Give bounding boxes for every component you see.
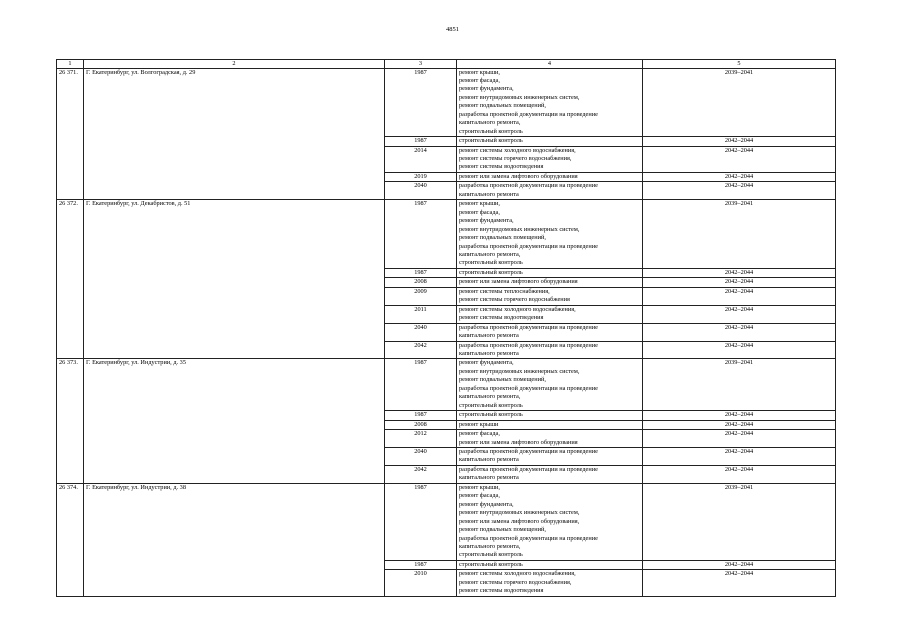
- work-item: капитального ремонта,: [459, 251, 521, 259]
- year-cell: 2042: [385, 341, 457, 359]
- work-item: ремонт крыши,: [459, 68, 501, 76]
- works-cell: [457, 483, 643, 560]
- work-item: ремонт системы холодного водоснабжения,: [459, 305, 576, 313]
- works-cell: [457, 172, 643, 181]
- period-cell: 2042–2044: [643, 146, 836, 172]
- building-address: Г. Екатеринбург, ул. Волгоградская, д. 29: [84, 68, 385, 200]
- building-address: Г. Екатеринбург, ул. Индустрии, д. 38: [84, 483, 385, 596]
- period-cell: 2042–2044: [643, 278, 836, 287]
- work-item: разработка проектной документации на проведение: [459, 341, 598, 349]
- table-row: [57, 359, 836, 411]
- work-item: ремонт системы водоотведения: [459, 163, 544, 171]
- work-item: ремонт крыши: [459, 420, 499, 428]
- works-cell: [457, 146, 643, 172]
- work-item: строительный контроль: [459, 259, 523, 267]
- work-item: капитального ремонта,: [459, 542, 521, 550]
- work-item: капитального ремонта: [459, 474, 519, 482]
- work-item: ремонт системы горячего водоснабжения,: [459, 578, 572, 586]
- period-cell: 2039–2041: [643, 68, 836, 137]
- work-item: ремонт системы водоотведения: [459, 314, 544, 322]
- work-item: ремонт фасада,: [459, 76, 500, 84]
- period-cell: 2042–2044: [643, 447, 836, 465]
- work-item: строительный контроль: [459, 551, 523, 559]
- works-cell: [457, 287, 643, 305]
- works-cell: [457, 560, 643, 569]
- repair-schedule-table: [56, 59, 836, 597]
- year-cell: 2008: [385, 278, 457, 287]
- year-cell: 1987: [385, 560, 457, 569]
- work-item: ремонт системы горячего водоснабжения: [459, 296, 570, 304]
- header-col-5: 5: [643, 60, 836, 69]
- works-cell: [457, 411, 643, 420]
- work-item: ремонт или замена лифтового оборудования: [459, 172, 578, 180]
- building-number: 26 371.: [57, 68, 84, 200]
- work-item: разработка проектной документации на проведение: [459, 465, 598, 473]
- header-col-4: 4: [457, 60, 643, 69]
- period-cell: 2042–2044: [643, 305, 836, 323]
- works-cell: [457, 359, 643, 411]
- work-item: разработка проектной документации на проведение: [459, 110, 598, 118]
- header-col-2: 2: [84, 60, 385, 69]
- work-item: строительный контроль: [459, 127, 523, 135]
- year-cell: 2012: [385, 430, 457, 448]
- work-item: ремонт подвальных помещений,: [459, 102, 546, 110]
- year-cell: 2009: [385, 287, 457, 305]
- work-item: строительный контроль: [459, 401, 523, 409]
- year-cell: 1987: [385, 68, 457, 137]
- works-cell: [457, 68, 643, 137]
- work-item: ремонт или замена лифтового оборудования: [459, 278, 578, 286]
- works-cell: [457, 570, 643, 596]
- header-row: [57, 60, 836, 69]
- year-cell: 2008: [385, 420, 457, 429]
- year-cell: 1987: [385, 137, 457, 146]
- work-item: ремонт фасада,: [459, 492, 500, 500]
- works-cell: [457, 465, 643, 483]
- year-cell: 1987: [385, 411, 457, 420]
- works-cell: [457, 278, 643, 287]
- table-row: [57, 483, 836, 560]
- year-cell: 2040: [385, 182, 457, 200]
- work-item: капитального ремонта: [459, 332, 519, 340]
- works-cell: [457, 268, 643, 277]
- work-item: ремонт фасада,: [459, 208, 500, 216]
- works-cell: [457, 447, 643, 465]
- work-item: ремонт фасада,: [459, 430, 500, 438]
- work-item: ремонт крыши,: [459, 200, 501, 208]
- period-cell: 2042–2044: [643, 268, 836, 277]
- building-number: 26 374.: [57, 483, 84, 596]
- building-number: 26 373.: [57, 359, 84, 483]
- building-address: Г. Екатеринбург, ул. Декабристов, д. 51: [84, 200, 385, 359]
- work-item: ремонт системы холодного водоснабжения,: [459, 570, 576, 578]
- header-col-1: 1: [57, 60, 84, 69]
- work-item: ремонт или замена лифтового оборудования,: [459, 517, 580, 525]
- building-number: 26 372.: [57, 200, 84, 359]
- work-item: разработка проектной документации на проведение: [459, 534, 598, 542]
- work-item: ремонт подвальных помещений,: [459, 526, 546, 534]
- period-cell: 2042–2044: [643, 137, 836, 146]
- works-cell: [457, 305, 643, 323]
- period-cell: 2042–2044: [643, 182, 836, 200]
- period-cell: 2042–2044: [643, 420, 836, 429]
- work-item: ремонт системы горячего водоснабжения,: [459, 155, 572, 163]
- work-item: ремонт внутридомовых инженерных систем,: [459, 509, 580, 517]
- period-cell: 2039–2041: [643, 359, 836, 411]
- work-item: разработка проектной документации на проведение: [459, 182, 598, 190]
- work-item: ремонт крыши,: [459, 483, 501, 491]
- works-cell: [457, 341, 643, 359]
- works-cell: [457, 137, 643, 146]
- work-item: ремонт системы водоотведения: [459, 587, 544, 595]
- table-row: [57, 68, 836, 137]
- work-item: строительный контроль: [459, 268, 523, 276]
- year-cell: 1987: [385, 359, 457, 411]
- work-item: ремонт фундамента,: [459, 217, 514, 225]
- work-item: разработка проектной документации на проведение: [459, 323, 598, 331]
- period-cell: 2042–2044: [643, 287, 836, 305]
- page-number: 4851: [446, 26, 459, 33]
- work-item: ремонт фундамента,: [459, 500, 514, 508]
- work-item: разработка проектной документации на проведение: [459, 384, 598, 392]
- year-cell: 2042: [385, 465, 457, 483]
- work-item: ремонт фундамента,: [459, 85, 514, 93]
- period-cell: 2042–2044: [643, 323, 836, 341]
- period-cell: 2042–2044: [643, 560, 836, 569]
- year-cell: 2014: [385, 146, 457, 172]
- year-cell: 2010: [385, 570, 457, 596]
- period-cell: 2039–2041: [643, 483, 836, 560]
- work-item: ремонт системы холодного водоснабжения,: [459, 146, 576, 154]
- year-cell: 2011: [385, 305, 457, 323]
- period-cell: 2042–2044: [643, 411, 836, 420]
- work-item: ремонт системы теплоснабжения,: [459, 287, 550, 295]
- period-cell: 2042–2044: [643, 570, 836, 596]
- work-item: капитального ремонта,: [459, 119, 521, 127]
- period-cell: 2042–2044: [643, 172, 836, 181]
- table-row: [57, 200, 836, 269]
- work-item: капитального ремонта: [459, 350, 519, 357]
- year-cell: 2040: [385, 323, 457, 341]
- work-item: разработка проектной документации на проведение: [459, 242, 598, 250]
- header-col-3: 3: [385, 60, 457, 69]
- year-cell: 1987: [385, 268, 457, 277]
- work-item: ремонт внутридомовых инженерных систем,: [459, 367, 580, 375]
- work-item: ремонт подвальных помещений,: [459, 234, 546, 242]
- work-item: капитального ремонта: [459, 190, 519, 198]
- work-item: ремонт внутридомовых инженерных систем,: [459, 225, 580, 233]
- period-cell: 2039–2041: [643, 200, 836, 269]
- year-cell: 2040: [385, 447, 457, 465]
- year-cell: 1987: [385, 200, 457, 269]
- work-item: ремонт подвальных помещений,: [459, 376, 546, 384]
- period-cell: 2042–2044: [643, 341, 836, 359]
- work-item: ремонт фундамента,: [459, 359, 514, 367]
- period-cell: 2042–2044: [643, 430, 836, 448]
- work-item: разработка проектной документации на проведение: [459, 447, 598, 455]
- work-item: ремонт внутридомовых инженерных систем,: [459, 93, 580, 101]
- works-cell: [457, 323, 643, 341]
- works-cell: [457, 200, 643, 269]
- work-item: строительный контроль: [459, 411, 523, 419]
- works-cell: [457, 430, 643, 448]
- building-address: Г. Екатеринбург, ул. Индустрии, д. 35: [84, 359, 385, 483]
- work-item: строительный контроль: [459, 560, 523, 568]
- works-cell: [457, 182, 643, 200]
- period-cell: 2042–2044: [643, 465, 836, 483]
- table-body: [57, 68, 836, 596]
- work-item: капитального ремонта: [459, 456, 519, 464]
- work-item: ремонт или замена лифтового оборудования: [459, 438, 578, 446]
- work-item: капитального ремонта,: [459, 393, 521, 401]
- year-cell: 2019: [385, 172, 457, 181]
- work-item: строительный контроль: [459, 137, 523, 145]
- year-cell: 1987: [385, 483, 457, 560]
- works-cell: [457, 420, 643, 429]
